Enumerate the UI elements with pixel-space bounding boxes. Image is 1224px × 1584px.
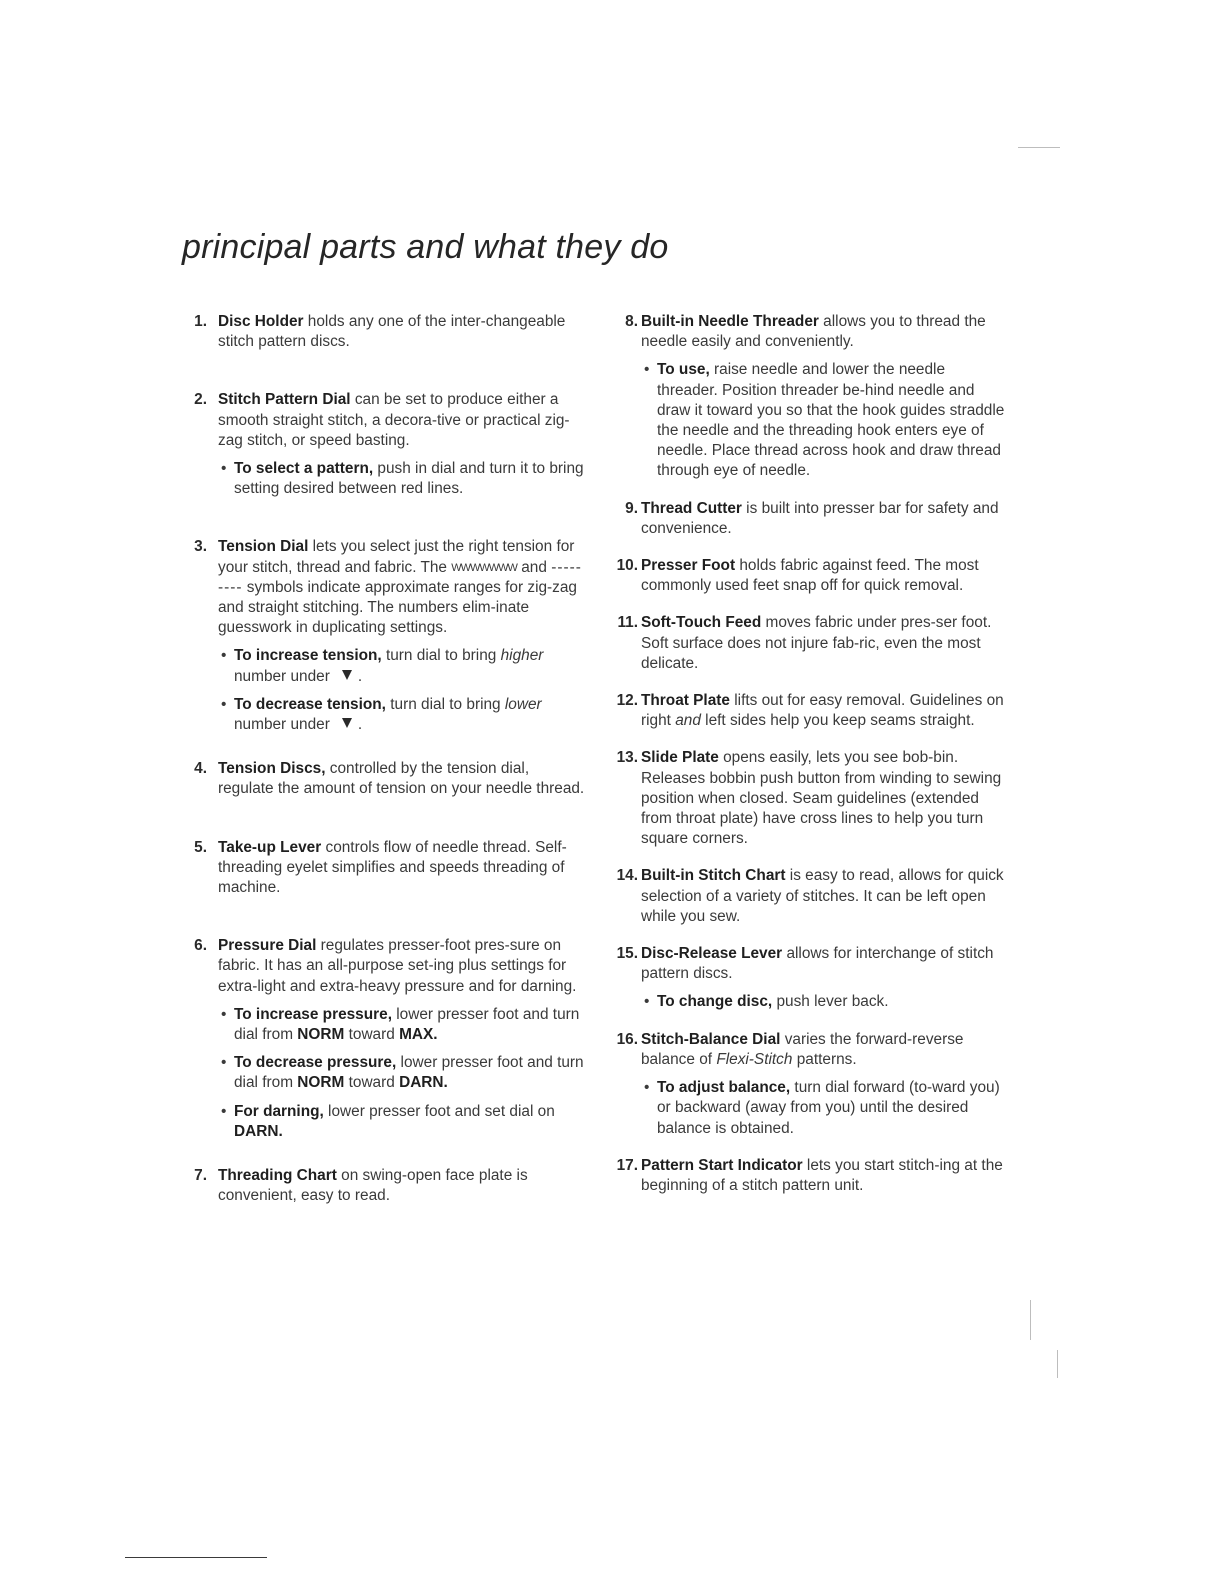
bullet-text: turn dial to bring — [381, 647, 501, 665]
item-number: 13. — [616, 749, 638, 767]
item-number: 11. — [617, 614, 638, 632]
right-column — [608, 312, 1008, 1196]
item-number: 10. — [616, 557, 638, 575]
straight-symbol: --------- — [218, 558, 582, 596]
item-number: 16. — [616, 1030, 638, 1048]
list-item — [608, 613, 1008, 674]
item-number: 6. — [194, 937, 207, 955]
item-term: Built-in Needle Threader — [641, 313, 819, 330]
item-text: on swing-open face plate is convenient, easy to read. — [218, 1167, 528, 1205]
item-text: and — [516, 558, 552, 576]
triangle-pointer-icon — [342, 718, 352, 728]
item-text: regulates presser-foot pres-sure on fabric. It has an all-purpose set-ing plus settings for extra-light and extra-heavy pressure and for darning. — [218, 937, 577, 995]
bullet-text: toward — [344, 1074, 400, 1092]
item-text: holds any one of the inter-changeable stitch pattern discs. — [218, 313, 566, 351]
dial-setting: DARN — [234, 1122, 279, 1140]
item-term: Pattern Start Indicator — [641, 1156, 803, 1174]
item-term: Tension Discs, — [218, 760, 326, 778]
item-number: 7. — [194, 1167, 207, 1185]
bullet-text: . — [278, 1122, 283, 1140]
bullet-text: turn dial forward (to-ward you) or backward (away from you) until the desired balance is obtained. — [657, 1079, 1000, 1137]
bullet-item — [218, 646, 586, 686]
item-text: controls flow of needle thread. Self-threading eyelet simplifies and speeds threading of machine. — [218, 838, 567, 897]
item-term: Slide Plate — [641, 749, 719, 767]
item-number: 12. — [616, 692, 638, 710]
item-number: 8. — [625, 313, 638, 330]
bullet-emphasis: higher — [500, 647, 544, 665]
bullet-text: raise needle and lower the needle threader. Position threader be-hind needle and draw it toward you so that the hook guides straddle the needle and the threading hook enters eye of needle. Place thread across hook and draw thread through eye of needle. — [657, 361, 1005, 480]
item-text: opens easily, lets you see bob-bin. Releases bobbin push button from winding to sewing position when closed. Seam guidelines (extended from throat plate) have cross lines to help you turn square corners. — [641, 749, 1002, 848]
item-text: allows you to thread the needle easily and conveniently. — [641, 313, 986, 351]
item-text: lets you select just the right tension for your stitch, thread and fabric. The — [218, 538, 575, 576]
bullet-text: turn dial to bring — [385, 695, 505, 713]
list-item — [608, 866, 1008, 927]
item-term: Tension Dial — [218, 538, 309, 556]
list-item — [608, 944, 1008, 1013]
list-item — [608, 1156, 1008, 1196]
list-item — [608, 691, 1008, 731]
item-text: is easy to read, allows for quick selection of a variety of stitches. It can be left open while you sew. — [641, 867, 1004, 925]
scan-artifact — [1057, 1350, 1058, 1378]
bullet-text: number under — [234, 716, 330, 734]
list-item — [608, 312, 1008, 482]
list-item — [608, 499, 1008, 539]
item-text: can be set to produce either a smooth straight stitch, a decora-tive or practical zig-zag stitch, or speed basting. — [218, 391, 570, 449]
bullet-item — [218, 1053, 586, 1093]
item-text: patterns. — [792, 1050, 857, 1068]
item-emphasis: and — [675, 712, 701, 730]
bullet-term: For darning, — [234, 1102, 324, 1120]
item-number: 2. — [194, 391, 207, 409]
item-number: 5. — [194, 838, 207, 856]
list-item — [186, 936, 586, 1142]
item-text: is built into presser bar for safety and convenience. — [641, 499, 999, 537]
dial-setting: NORM — [297, 1074, 345, 1092]
item-number: 14. — [616, 867, 638, 885]
item-term: Built-in Stitch Chart — [641, 867, 786, 885]
bullet-text: . — [357, 716, 363, 734]
item-term: Take-up Lever — [218, 838, 322, 856]
list-item — [186, 759, 586, 799]
item-emphasis: Flexi-Stitch — [716, 1050, 793, 1068]
bullet-text: lower presser foot and turn dial from — [234, 1005, 580, 1044]
item-term: Presser Foot — [641, 557, 736, 575]
footnote-rule — [125, 1557, 267, 1558]
bullet-term: To select a pattern, — [234, 460, 374, 478]
item-term: Thread Cutter — [641, 499, 742, 517]
bullet-text: . — [357, 667, 363, 685]
bullet-term: To decrease pressure, — [234, 1054, 397, 1072]
bullet-emphasis: lower — [504, 695, 542, 713]
dial-setting: MAX — [399, 1026, 434, 1044]
scan-artifact — [1018, 147, 1060, 148]
item-term: Soft-Touch Feed — [641, 614, 762, 632]
item-term: Throat Plate — [641, 692, 730, 710]
item-text: lifts out for easy removal. Guidelines on right — [641, 692, 1004, 730]
zigzag-symbol: WWWWWWW — [451, 561, 517, 574]
item-text: moves fabric under pres-ser foot. Soft surface does not injure fab-ric, even the most delicate. — [641, 614, 992, 672]
list-item — [608, 748, 1008, 849]
list-item — [186, 1166, 586, 1206]
left-column — [186, 312, 586, 1207]
item-number: 1. — [194, 313, 207, 330]
bullet-text: . — [443, 1074, 448, 1092]
item-text: holds fabric against feed. The most commonly used feet snap off for quick removal. — [641, 557, 979, 595]
bullet-text: lower presser foot and turn dial from — [234, 1054, 584, 1092]
bullet-term: To use, — [657, 361, 710, 379]
page-title: principal parts and what they do — [182, 228, 669, 266]
item-term: Stitch-Balance Dial — [641, 1030, 781, 1048]
bullet-text: push lever back. — [772, 993, 889, 1011]
dial-setting: DARN — [399, 1074, 444, 1092]
bullet-item — [218, 1102, 586, 1142]
list-item — [608, 556, 1008, 596]
item-text: controlled by the tension dial, regulate the amount of tension on your needle thread. — [218, 760, 585, 798]
scan-artifact — [1030, 1300, 1031, 1340]
item-term: Stitch Pattern Dial — [218, 391, 351, 409]
bullet-text: toward — [344, 1026, 400, 1044]
list-item — [186, 537, 586, 735]
bullet-item — [641, 360, 1008, 481]
item-number: 17. — [616, 1156, 638, 1174]
list-item — [186, 838, 586, 899]
dial-setting: NORM — [297, 1026, 345, 1044]
bullet-item — [641, 1078, 1008, 1139]
bullet-term: To increase pressure, — [234, 1005, 392, 1023]
list-item — [186, 312, 586, 352]
item-text: left sides help you keep seams straight. — [700, 712, 975, 730]
item-text: allows for interchange of stitch pattern discs. — [641, 945, 994, 983]
item-text: symbols indicate approximate ranges for zig-zag and straight stitching. The numbers elim-inate guesswork in duplicating settings. — [218, 578, 577, 637]
bullet-text: number under — [234, 667, 330, 685]
bullet-term: To decrease tension, — [234, 695, 386, 713]
triangle-pointer-icon — [342, 670, 352, 680]
bullet-term: To change disc, — [657, 993, 773, 1011]
bullet-item — [218, 695, 586, 735]
bullet-text: push in dial and turn it to bring setting desired between red lines. — [234, 460, 584, 498]
bullet-term: To increase tension, — [234, 647, 382, 665]
item-text: lets you start stitch-ing at the beginning of a stitch pattern unit. — [641, 1156, 1003, 1194]
bullet-item — [218, 459, 586, 499]
item-text: varies the forward-reverse balance of — [641, 1030, 964, 1068]
item-term: Disc-Release Lever — [641, 945, 783, 963]
item-number: 3. — [194, 538, 207, 556]
bullet-term: To adjust balance, — [657, 1079, 791, 1097]
item-term: Pressure Dial — [218, 937, 317, 955]
bullet-item — [641, 992, 1008, 1012]
bullet-item — [218, 1005, 586, 1045]
item-number: 4. — [194, 760, 207, 778]
list-item — [608, 1030, 1008, 1139]
list-item — [186, 390, 586, 499]
item-term: Threading Chart — [218, 1167, 337, 1185]
item-number: 9. — [625, 499, 638, 517]
bullet-text: lower presser foot and set dial on — [323, 1102, 555, 1120]
item-term: Disc Holder — [218, 313, 304, 330]
item-number: 15. — [616, 945, 638, 963]
bullet-text: . — [433, 1026, 438, 1044]
